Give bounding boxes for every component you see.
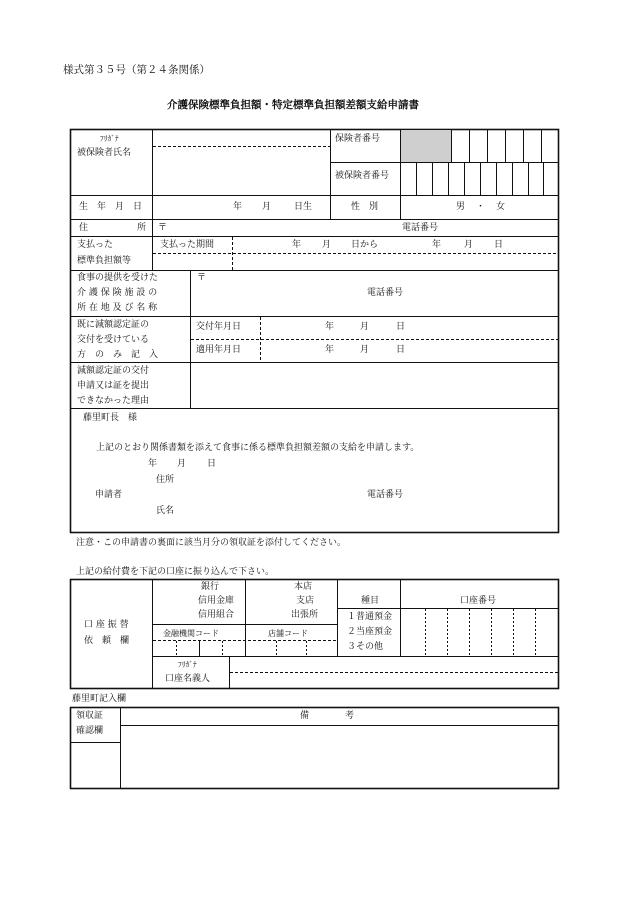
issue-year: 年 — [325, 322, 335, 332]
applicant-name-label: 氏名 — [156, 506, 175, 516]
period-year-1: 年 — [292, 240, 302, 250]
address-label-2: 所 — [137, 223, 147, 233]
sex-male: 男 — [456, 202, 466, 212]
reason-label-1: 減額認定証の交付 — [77, 366, 150, 376]
bank-code-label: 金融機関コード — [163, 629, 219, 638]
applicant-phone-label: 電話番号 — [367, 490, 404, 500]
reason-label-3: できなかった理由 — [77, 396, 150, 406]
applicant-label: 申請者 — [95, 490, 123, 500]
period-year-2: 年 — [432, 240, 442, 250]
reason-label-2: 申請又は証を提出 — [77, 381, 150, 391]
insured-number-label: 被保険者番号 — [335, 171, 390, 181]
dob-year: 年 — [233, 202, 243, 212]
branch-type-sub: 出張所 — [291, 610, 319, 620]
facility-postal-mark: 〒 — [197, 273, 207, 283]
receipt-check-label-1: 領収証 — [76, 711, 104, 721]
insured-name-label: 被保険者氏名 — [77, 148, 132, 158]
application-year: 年 — [148, 459, 158, 469]
valid-date-label: 適用年月日 — [196, 345, 242, 355]
remarks-label: 備 考 — [300, 711, 355, 721]
valid-day: 日 — [396, 345, 406, 355]
dob-month: 月 — [262, 202, 272, 212]
insurer-number-label: 保険者番号 — [335, 134, 381, 144]
receipt-note: 注意・この申請書の裏面に該当月分の領収証を添付してください。 — [76, 538, 347, 548]
paid-amount-label-1: 支払った — [77, 240, 114, 250]
holder-furigana-label: ﾌﾘｶﾞﾅ — [178, 660, 197, 669]
branch-type-branch: 支店 — [296, 596, 315, 606]
period-day-2: 日 — [494, 240, 504, 250]
sex-female: 女 — [496, 202, 506, 212]
certificate-label-3: 方 の み 記 入 — [77, 350, 159, 360]
period-month-1: 月 — [322, 240, 332, 250]
valid-month: 月 — [360, 345, 370, 355]
postal-mark: 〒 — [158, 223, 168, 233]
sex-label: 性 別 — [351, 202, 379, 212]
account-type-2: ２当座預金 — [347, 627, 393, 637]
bank-section-label-2: 依 頼 欄 — [84, 636, 130, 646]
bank-type-bank: 銀行 — [201, 582, 220, 592]
addressee: 藤里町長 様 — [83, 413, 138, 423]
bank-section-label-1: 口 座 振 替 — [84, 620, 129, 630]
valid-year: 年 — [325, 345, 335, 355]
period-from: 日から — [351, 240, 379, 250]
period-month-2: 月 — [464, 240, 474, 250]
paid-amount-label-2: 標準負担額等 — [77, 256, 132, 266]
address-label-1: 住 — [79, 223, 89, 233]
branch-code-label: 店舗コード — [268, 629, 308, 638]
certificate-label-1: 既に減額認定証の — [77, 320, 150, 330]
receipt-check-label-2: 確認欄 — [76, 726, 104, 736]
branch-type-head: 本店 — [294, 582, 313, 592]
dob-label: 生 年 月 日 — [79, 202, 143, 212]
application-month: 月 — [177, 459, 187, 469]
issue-day: 日 — [396, 322, 406, 332]
account-number-label: 口座番号 — [460, 596, 497, 606]
bank-type-shinkin: 信用金庫 — [198, 596, 235, 606]
application-statement: 上記のとおり関係書類を添えて食事に係る標準負担額差額の支給を申請します。 — [96, 443, 420, 453]
account-holder-label: 口座名義人 — [165, 674, 211, 684]
application-day: 日 — [207, 459, 217, 469]
account-type-1: １普通預金 — [347, 612, 393, 622]
form-number: 様式第３５号（第２４条関係） — [63, 64, 210, 76]
applicant-address-label: 住所 — [156, 475, 175, 485]
account-type-3: ３その他 — [347, 642, 384, 652]
certificate-label-2: 交付を受けている — [77, 335, 150, 345]
issue-month: 月 — [360, 322, 370, 332]
facility-label-2: 介 護 保 険 施 設 の — [77, 288, 158, 298]
furigana-label: ﾌﾘｶﾞﾅ — [100, 134, 119, 143]
account-type-label: 種目 — [361, 596, 380, 606]
sex-dot: ・ — [476, 202, 486, 212]
paid-period-label: 支払った期間 — [160, 240, 215, 250]
phone-label: 電話番号 — [402, 223, 439, 233]
facility-label-3: 所 在 地 及 び 名 称 — [77, 303, 158, 313]
form-title: 介護保険標準負担額・特定標準負担額差額支給申請書 — [167, 99, 419, 111]
bank-type-kumiai: 信用組合 — [198, 610, 235, 620]
office-section-label: 藤里町記入欄 — [72, 694, 127, 704]
facility-label-1: 食事の提供を受けた — [77, 273, 159, 283]
dob-day: 日生 — [294, 202, 313, 212]
issue-date-label: 交付年月日 — [196, 322, 242, 332]
transfer-intro: 上記の給付費を下記の口座に振り込んで下さい。 — [76, 567, 275, 577]
facility-phone-label: 電話番号 — [367, 288, 404, 298]
